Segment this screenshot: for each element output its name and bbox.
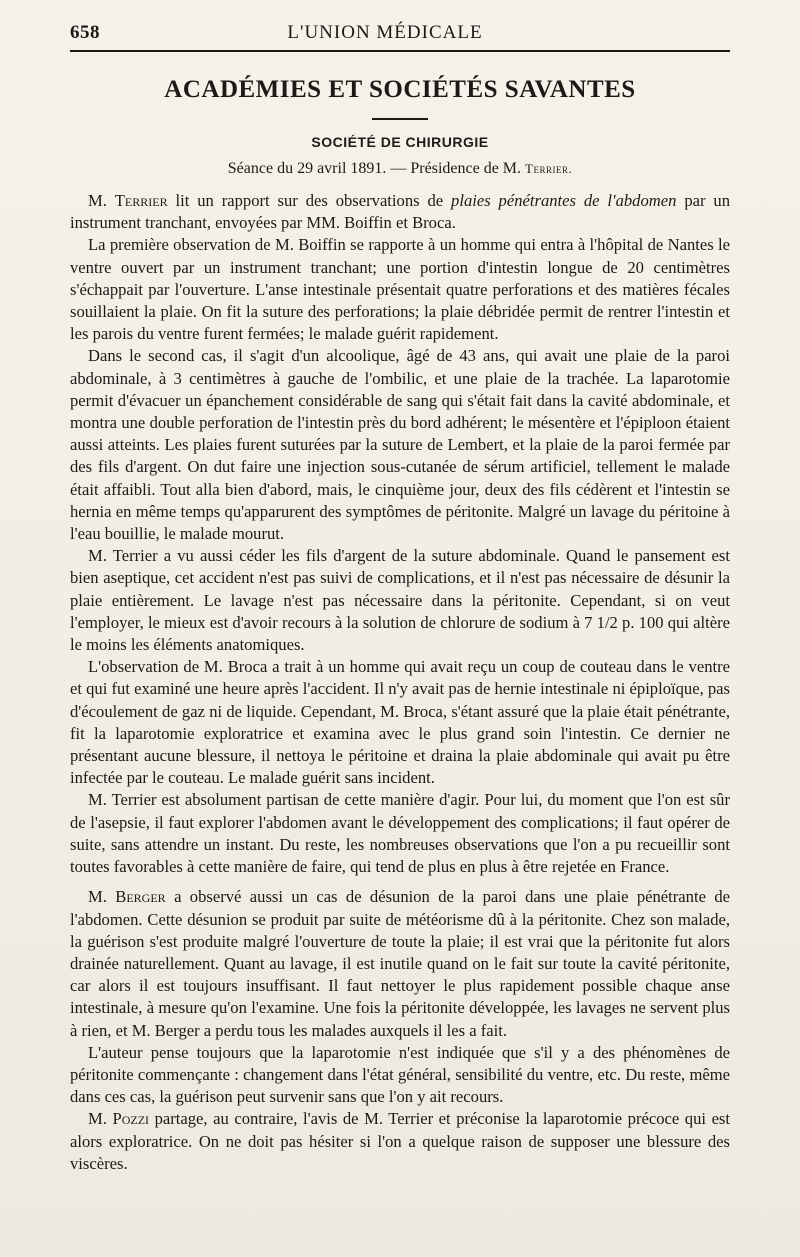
p9-lead: M.	[88, 1109, 113, 1129]
p9-text: partage, au contraire, l'avis de M. Terrier et préconise la laparotomie précoce qui est alors exploratrice. On ne doit pas hésiter si l'on a quelque raison de supposer une blessure des viscères.	[70, 1109, 731, 1173]
paragraph-4: M. Terrier a vu aussi céder les fils d'argent de la suture abdominale. Quand le pansement est bien aseptique, cet accident n'est pas suivi de complications, et il n'est pas nécessaire de désunir la plaie entièrement. Le lavage n'est pas nécessaire dans la péritonite. Cependant, si on veut l'employer, le mieux est d'avoir recours à la solution de chlorure de sodium à 7 1/2 p. 100 qui altère le moins les éléments anatomiques.	[70, 546, 730, 655]
p7-lead: M.	[88, 887, 116, 907]
section-title: ACADÉMIES ET SOCIÉTÉS SAVANTES	[164, 76, 636, 103]
paragraph-1	[70, 190, 730, 234]
article-body	[70, 190, 730, 1175]
page-number: 658	[70, 22, 100, 43]
running-head	[70, 22, 730, 50]
speaker-name: Terrier	[114, 191, 168, 210]
p1-emphasis: plaies pénétrantes de l'abdomen	[451, 191, 677, 210]
session-line	[70, 160, 730, 178]
header-rule	[70, 50, 730, 52]
speaker-name: Berger	[115, 887, 166, 907]
paragraph-3: Dans le second cas, il s'agit d'un alcoolique, âgé de 43 ans, qui avait une plaie de la paroi abdominale, à 3 centimètres à gauche de l'ombilic, et une plaie de la trachée. La laparotomie permit d'évacuer un épanchement considérable de sang qui s'était fait dans la cavité abdominale, et montra une double perforation de l'intestin près du bord adhérent; le mésentère et l'épiploon étaient aussi atteints. Les plaies furent suturées par la suture de Lembert, et la plaie de la paroi fermée par des fils d'argent. On dut faire une injection sous-cutanée de sérum artificiel, tellement le malade était affaibli. Tout alla bien d'abord, mais, le cinquième jour, deux des fils cédèrent et l'intestin se hernia en même temps qu'apparurent des symptômes de péritonite. Malgré un lavage du péritoine à l'eau bouillie, le malade mourut.	[70, 346, 730, 544]
p1-lead: M.	[88, 191, 115, 210]
paragraph-2: La première observation de M. Boiffin se rapporte à un homme qui entra à l'hôpital de Nantes le ventre ouvert par un instrument tranchant; une portion d'intestin longue de 20 centimètres s'échappait par l'ouverture. L'anse intestinale présentait quatre perforations et des matières fécales souillaient la plaie. On fit la suture des perforations; la plaie débridée permit de rentrer l'intestin et les parois du ventre furent fermées; le malade guérit rapidement.	[70, 235, 730, 344]
p7-text: a observé aussi un cas de désunion de la paroi dans une plaie pénétrante de l'abdomen. Cette désunion se produit par suite de météorisme dû à la péritonite. Chez son malade, la guérison s'est produite malgré l'ouverture de toute la plaie; il est vrai que la péritonite fut alors drainée naturellement. Quant au lavage, il est inutile quand on le fait sur toute la cavité péritonite, car alors il est toujours insuffisant. Il faut nettoyer le plus rapidement possible chaque anse intestinale, à mesure qu'on l'examine. Une fois la péritonite développée, les lavages ne servent plus à rien, et M. Berger a perdu tous les malades auxquels il les a fait.	[70, 887, 730, 1040]
paragraph-6: M. Terrier est absolument partisan de cette manière d'agir. Pour lui, du moment que l'on est sûr de l'asepsie, il faut explorer l'abdomen avant le développement des complications; il faut opérer de suite, sans attendre un instant. Du reste, les nombreuses observations que l'on a pu recueillir sont toutes favorables à cette manière de faire, qui tend de plus en plus à être rejetée en France.	[70, 790, 730, 877]
journal-title: L'UNION MÉDICALE	[287, 22, 483, 43]
speaker-name: Pozzi	[112, 1109, 150, 1129]
society-heading: SOCIÉTÉ DE CHIRURGIE	[311, 134, 489, 150]
paragraph-8: L'auteur pense toujours que la laparotomie n'est indiquée que s'il y a des phénomènes de péritonite commençante : changement dans l'état général, sensibilité du ventre, etc. Du reste, même dans ces cas, la guérison peut survenir sans que l'on y ait recours.	[70, 1042, 730, 1107]
paragraph-9	[70, 1108, 730, 1175]
session-president: Terrier.	[525, 161, 573, 176]
paragraph-7	[70, 886, 730, 1041]
session-prefix: Séance du 29 avril 1891. — Présidence de M.	[227, 160, 526, 177]
p1-text-a: lit un rapport sur des observations de	[167, 191, 452, 210]
paragraph-5: L'observation de M. Broca a trait à un homme qui avait reçu un coup de couteau dans le ventre et qui fut examiné une heure après l'accident. Il n'y avait pas de hernie intestinale ni épiploïque, pas d'écoulement de gaz ni de liquide. Cependant, M. Broca, s'étant assuré que la plaie était pénétrante, fit la laparotomie exploratrice et examina avec le plus grand soin l'intestin. Ce dernier ne présentant aucune blessure, il nettoya le péritoine et draina la plaie abdominale qui avait pu être infectée par le couteau. Le malade guérit sans incident.	[70, 657, 730, 788]
title-rule	[372, 118, 428, 120]
p1-text-b: par un instrument tranchant, envoyées par MM. Boiffin et Broca.	[70, 191, 730, 233]
